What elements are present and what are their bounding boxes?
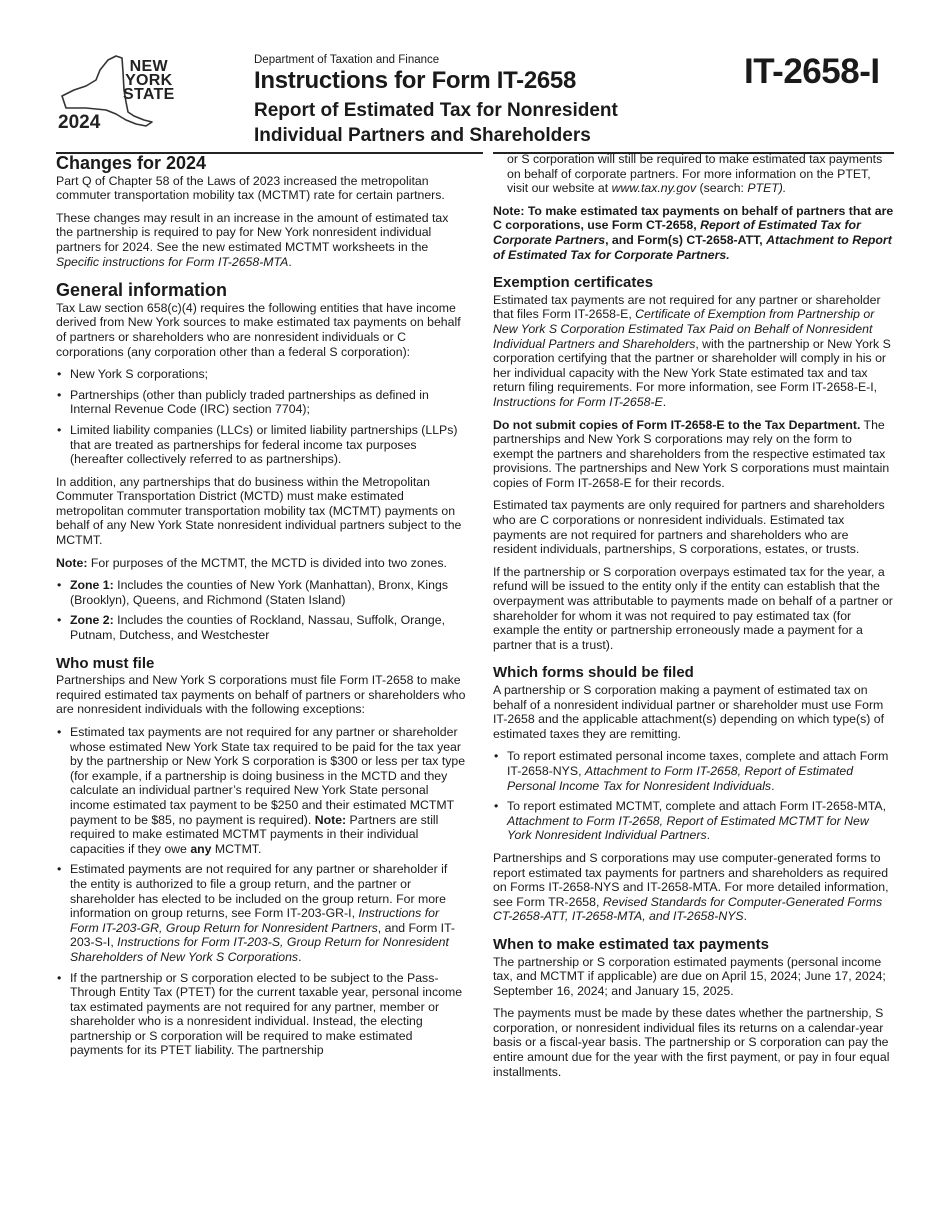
paragraph: The partnership or S corporation estimated payments (personal income tax, and MCTMT if applicable) are due on April 15, 2024; June 17, 2024; September 16, 2024; and January 15, 2025. <box>493 954 886 998</box>
section-heading-changes: Changes for 2024 <box>56 153 207 173</box>
paragraph: The payments must be made by these dates whether the partnership, S corporation, or nonresident individual files its returns on a calendar-year basis or a fiscal-year basis. The partnership or S corporation can pay the entire amount due for the year with the first payment, or pay in four equal installments. <box>493 1006 890 1079</box>
entity-list <box>56 367 466 467</box>
note: Note: For purposes of the MCTMT, the MCTD is divided into two zones. <box>56 555 447 570</box>
forms-list <box>493 749 895 843</box>
paragraph: These changes may result in an increase in the amount of estimated tax the partnership is required to pay for New York nonresident individual partners for 2024. See the new estimated MCTMT worksheets in the Specific instructions for Form IT-2658-MTA. <box>56 210 449 269</box>
zone-list <box>56 578 466 642</box>
list-item: • To report estimated MCTMT, complete and attach Form IT-2658-MTA, Attachment to Form IT-2658, Report of Estimated MCTMT for New York Nonresident Individual Partners. <box>493 799 895 843</box>
section-heading-when: When to make estimated tax payments <box>493 935 769 953</box>
list-item: • If the partnership or S corporation elected to be subject to the Pass-Through Entity Tax (PTET) for the current taxable year, personal income tax estimated payments are not required for any partner, member or shareholder who is a nonresident individual. Instead, the electing partnership or S corporation will be required to make estimated payments for its PTET liability. The partnership <box>56 971 466 1059</box>
section-heading-exemption: Exemption certificates <box>493 274 654 292</box>
paragraph: A partnership or S corporation making a payment of estimated tax on behalf of a nonresident individual partner or shareholder must use Form IT-2658 and the applicable attachment(s) depending on which type(s) of estimated taxes they are remitting. <box>493 683 885 741</box>
note: Note: To make estimated tax payments on behalf of partners that are C corporations, use Form CT-2658, Report of Estimated Tax for Corporate Partners, and Form(s) CT-2658-ATT, Attachment to Report of Estimated Tax for Corporate Partners. <box>493 203 894 262</box>
paragraph: Estimated tax payments are not required for any partner or shareholder that files Form IT-2658-E, Certificate of Exemption from Partnership or New York S Corporation Estimated Tax Paid on Behalf of Nonresident Individual Partners and Shareholders, with the partnership or New York S corporation certifying that the partner or shareholder will comply in his or her individual capacity with the New York State estimated tax and tax return filing requirements. For more information, see Form IT-2658-E-I, Instructions for Form IT-2658-E. <box>493 292 891 409</box>
section-heading-general: General information <box>56 280 228 301</box>
right-column <box>493 152 895 1087</box>
list-item: • New York S corporations; <box>56 367 466 382</box>
list-item: • Estimated tax payments are not required for any partner or shareholder whose estimated New York State tax required to be paid for the tax year by the partnership or New York S corporation is $300 or less per tax type (for example, if a partnership is doing business in the MCTD and they calculate an individual partner’s required New York State personal income estimated tax payment to be $250 and their estimated MCTMT payment to be $85, no payment is required). Note: Partners are still required to make estimated MCTMT payments in their individual capacities if they owe any MCTMT. <box>56 725 466 856</box>
list-item: • Zone 1: Includes the counties of New York (Manhattan), Bronx, Kings (Brooklyn), Queens, and Richmond (Staten Island) <box>56 578 466 607</box>
paragraph: Tax Law section 658(c)(4) requires the following entities that have income derived from New York sources to make estimated tax payments on behalf of partners or shareholders who are nonresident individuals or C corporations (any corporation other than a federal S corporation): <box>56 300 461 359</box>
state-name: NEW YORK STATE <box>123 58 175 103</box>
website-link[interactable]: www.tax.ny.gov <box>611 181 697 196</box>
paragraph: In addition, any partnerships that do business within the Metropolitan Commuter Transportation District (MCTD) must make estimated metropolitan commuter transportation mobility tax (MCTMT) payments on behalf of any New York State nonresident individual partners subject to the MCTMT. <box>56 474 462 548</box>
paragraph: Partnerships and S corporations may use computer-generated forms to report estimated tax payments for partners and shareholders as required on Forms IT-2658-NYS and IT-2658-MTA. For more detailed information, see Form TR-2658, Revised Standards for Computer-Generated Forms CT-2658-ATT, IT-2658-MTA, and IT-2658-NYS. <box>493 850 889 924</box>
paragraph: Partnerships and New York S corporations must file Form IT-2658 to make required estimated tax payments on behalf of partners or shareholders who are nonresident individuals with the following exceptions: <box>56 673 466 717</box>
page-title: Instructions for Form IT-2658 <box>254 67 577 94</box>
list-item: • To report estimated personal income taxes, complete and attach Form IT-2658-NYS, Attachment to Form IT-2658, Report of Estimated Personal Income Tax for Nonresident Individuals. <box>493 749 895 793</box>
paragraph: or S corporation will still be required to make estimated tax payments on behalf of corporate partners. For more information on the PTET, visit our website at www.tax.ny.gov (search: PTET). <box>507 152 883 196</box>
list-item: • Zone 2: Includes the counties of Rockland, Nassau, Suffolk, Orange, Putnam, Dutchess, and Westchester <box>56 613 466 642</box>
exception-list <box>56 725 466 1058</box>
list-item: • Limited liability companies (LLCs) or limited liability partnerships (LLPs) that are treated as partnerships for federal income tax purposes (hereafter collectively referred to as partnerships). <box>56 423 466 467</box>
paragraph: If the partnership or S corporation overpays estimated tax for the year, a refund will be issued to the entity only if the entity can establish that the overpayment was attributable to payments made on behalf of a partner or shareholder for whom it was not required to pay estimated tax (for example the entity or partnership erroneously made a payment for a partner that is a trust). <box>493 564 893 652</box>
paragraph: Part Q of Chapter 58 of the Laws of 2023 increased the metropolitan commuter transportation mobility tax (MCTMT) rate for certain partners. <box>56 173 445 203</box>
nys-logo <box>56 50 196 136</box>
form-code: IT-2658-I <box>744 52 880 91</box>
paragraph: Do not submit copies of Form IT-2658-E to the Tax Department. The partnerships and New York S corporations may rely on the form to exempt the partners and shareholders from the respective estimated tax provisions. The partnerships and New York S corporations must maintain copies of Form IT-2658-E for their records. <box>493 417 890 490</box>
page-subtitle: Report of Estimated Tax for Nonresident Individual Partners and Shareholders <box>254 100 618 146</box>
list-item: • Partnerships (other than publicly traded partnerships as defined in Internal Revenue Code (IRC) section 7704); <box>56 388 466 417</box>
list-item: • Estimated payments are not required for any partner or shareholder if the entity is authorized to file a group return, and the partner or shareholder has elected to be included on the group return. For more information on group returns, see Form IT-203-GR-I, Instructions for Form IT-203-GR, Group Return for Nonresident Partners, and Form IT-203-S-I, Instructions for Form IT-203-S, Group Return for Nonresident Shareholders of New York S Corporations. <box>56 862 466 964</box>
section-heading-who: Who must file <box>56 654 155 672</box>
department-name: Department of Taxation and Finance <box>254 54 440 66</box>
section-heading-forms: Which forms should be filed <box>493 664 694 682</box>
logo-year: 2024 <box>58 112 101 133</box>
left-column <box>56 154 466 1066</box>
paragraph: Estimated tax payments are only required for partners and shareholders who are C corporations or nonresident individuals. Estimated tax payments are not required for partners and shareholders who are resident individuals, partnerships, S corporations, estates, or trusts. <box>493 498 885 557</box>
